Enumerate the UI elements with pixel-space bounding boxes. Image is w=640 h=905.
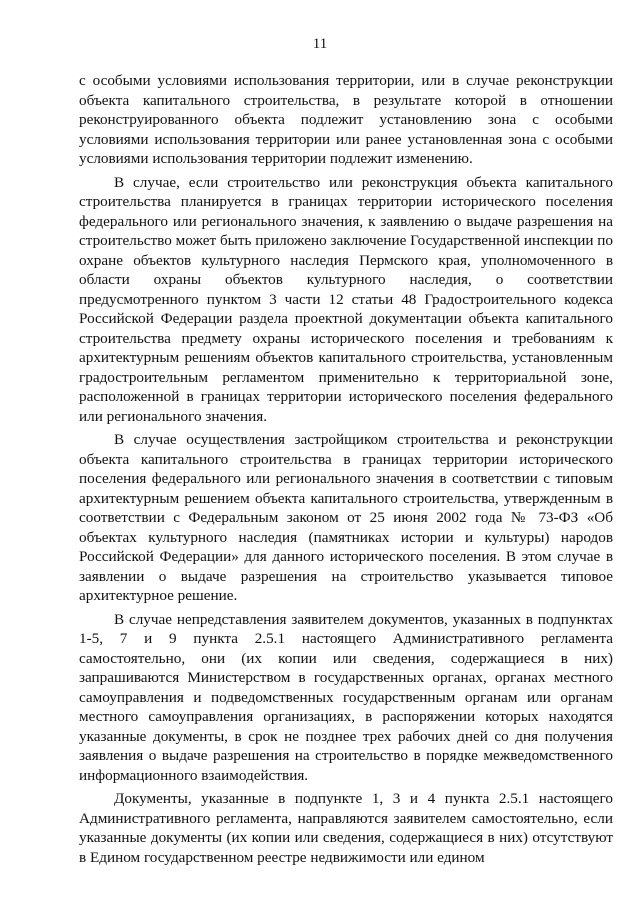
paragraph-continuation: с особыми условиями использования территории, или в случае реконструкции объекта капитального строительства, в результате которой в отношении реконструированного объекта подлежит установлению зона с особыми условиями использования территории или ранее установленная зона с особыми условиями использования территории подлежит изменению. xyxy=(79,72,613,167)
document-body xyxy=(79,71,613,871)
paragraph-historic-settlement-conclusion: В случае, если строительство или реконструкция объекта капитального строительства планируется в границах территории исторического поселения федерального или регионального значения, к заявлению о выдаче разрешения на строительство может быть приложено заключение Государственной инспекции по охране объектов культурного наследия Пермского края, уполномоченного в области охраны объектов культурного наследия, о соответствии предусмотренного пунктом 3 части 12 статьи 48 Градостроительного кодекса Российской Федерации раздела проектной документации объекта капитального строительства предмету охраны исторического поселения и требованиям к архитектурным решениям объектов капитального строительства, установленным градостроительным регламентом применительно к территориальной зоне, расположенной в границах территории исторического поселения федерального или регионального значения. xyxy=(79,173,613,425)
paragraph-typical-architectural-solution: В случае осуществления застройщиком строительства и реконструкции объекта капитального строительства в границах территории исторического поселения федерального или регионального значения в соответствии с типовым архитектурным решением объекта капитального строительства, утвержденным в соответствии с Федеральным законом от 25 июня 2002 года № 73-ФЗ «Об объектах культурного наследия (памятниках истории и культуры) народов Российской Федерации» для данного исторического поселения. В этом случае в заявлении о выдаче разрешения на строительство указывается типовое архитектурное решение. xyxy=(79,431,613,604)
page-number: 11 xyxy=(312,36,328,52)
paragraph-documents-submitted: Документы, указанные в подпункте 1, 3 и 4 пункта 2.5.1 настоящего Административного регламента, направляются заявителем самостоятельно, если указанные документы (их копии или сведения, содержащиеся в них) отсутствуют в Едином государственном реестре недвижимости или едином xyxy=(79,790,613,866)
paragraph-interagency-request: В случае непредставления заявителем документов, указанных в подпунктах 1-5, 7 и 9 пункта 2.5.1 настоящего Административного регламента самостоятельно, они (их копии или сведения, содержащиеся в них) запрашиваются Министерством в государственных органах, органах местного самоуправления и подведомственных государственным органам или органам местного самоуправления организациях, в распоряжении которых находятся указанные документы, в срок не позднее трех рабочих дней со дня получения заявления о выдаче разрешения на строительство в порядке межведомственного информационного взаимодействия. xyxy=(79,610,613,784)
